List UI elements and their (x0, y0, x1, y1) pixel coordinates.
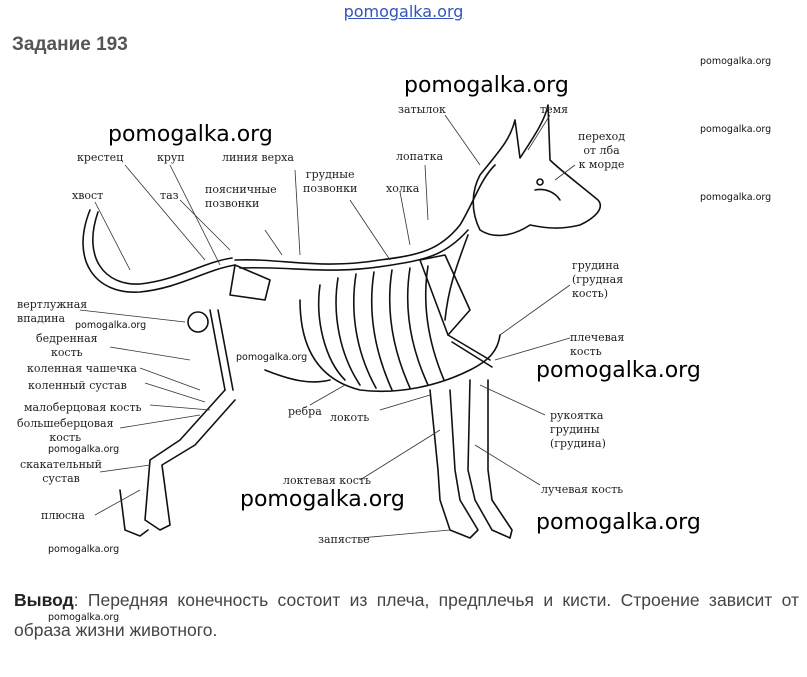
label-bolsheberc: большеберцовая кость (17, 417, 114, 444)
watermark: pomogalka.org (48, 544, 120, 555)
watermark: pomogalka.org (700, 56, 772, 67)
label-grudina: грудина (грудная кость) (572, 259, 624, 300)
label-liniya-verha: линия верха (222, 151, 294, 164)
label-luchevaya: лучевая кость (541, 483, 624, 496)
label-loktevaya: локтевая кость (283, 474, 371, 487)
watermark: pomogalka.org (48, 444, 120, 455)
watermark: pomogalka.org (236, 352, 308, 363)
label-hvost: хвост (72, 189, 104, 202)
label-kolennaya-chashechka: коленная чашечка (27, 362, 137, 375)
conclusion-text (14, 585, 799, 645)
label-perehod: переход от лба к морде (578, 130, 625, 171)
watermark: pomogalka.org (108, 122, 273, 147)
page-title: Задание 193 (12, 34, 128, 55)
label-krestets: крестец (77, 151, 124, 164)
conclusion-body: : Передняя конечность состоит из плеча, предплечья и кисти. Строение зависит от образа жизни животного. (14, 590, 799, 640)
label-holka: холка (386, 182, 420, 195)
label-plyusna: плюсна (41, 509, 85, 522)
watermark: pomogalka.org (48, 612, 120, 623)
label-temya: темя (540, 103, 569, 116)
label-grudnye: грудные позвонки (303, 168, 358, 195)
label-krup: круп (157, 151, 185, 164)
watermark: pomogalka.org (700, 192, 772, 203)
watermark: pomogalka.org (536, 510, 701, 535)
label-lokot: локоть (330, 411, 370, 424)
label-bedrennaya: бедренная кость (36, 332, 98, 359)
label-maloberc: малоберцовая кость (24, 401, 142, 414)
watermark: pomogalka.org (75, 320, 147, 331)
watermark: pomogalka.org (700, 124, 772, 135)
watermark: pomogalka.org (240, 487, 405, 512)
label-zatylok: затылок (398, 103, 446, 116)
watermark: pomogalka.org (404, 73, 569, 98)
conclusion-lead: Вывод (14, 590, 74, 610)
label-plechevaya: плечевая кость (570, 331, 625, 358)
label-poyasnichnye: поясничные позвонки (205, 183, 277, 210)
label-rebra: ребра (288, 405, 322, 418)
label-rukoyatka: рукоятка грудины (грудина) (550, 409, 606, 450)
label-kolenny-sustav: коленный сустав (28, 379, 127, 392)
site-link[interactable]: pomogalka.org (343, 2, 464, 21)
watermark: pomogalka.org (536, 358, 701, 383)
label-skakatelny: скакательный сустав (20, 458, 103, 485)
label-taz: таз (160, 189, 179, 202)
label-zapyaste: запястье (318, 533, 370, 546)
label-vertluzhnaya: вертлужная впадина (17, 298, 88, 325)
label-lopatka: лопатка (396, 150, 444, 163)
